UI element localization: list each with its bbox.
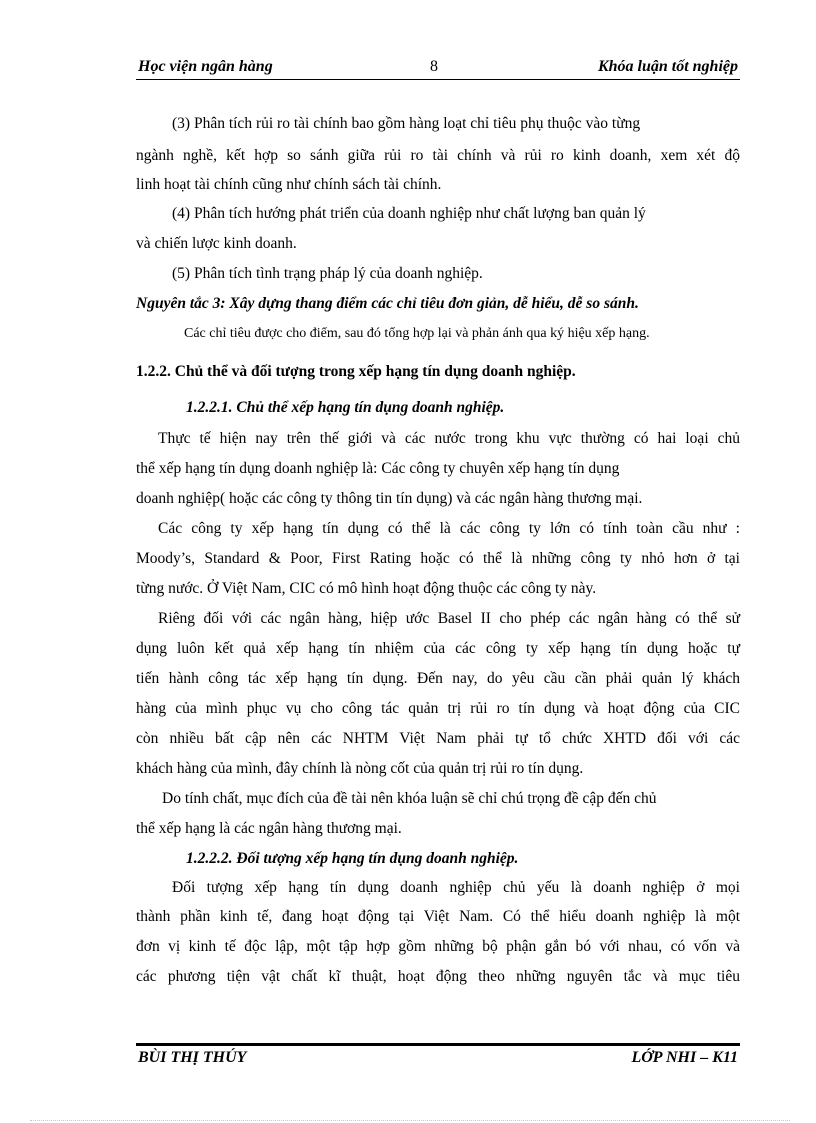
paragraph-4-line: (4) Phân tích hướng phát triển của doanh nghiệp như chất lượng ban quản lý (172, 205, 646, 222)
page-number: 8 (430, 58, 438, 75)
paragraph-line: tiến hành công tác xếp hạng tín dụng. Đến nay, do yêu cầu cần phải quản lý khách (136, 670, 740, 687)
paragraph-3-line: linh hoạt tài chính cũng như chính sách tài chính. (136, 176, 442, 193)
paragraph-3-line: ngành nghề, kết hợp so sánh giữa rủi ro tài chính và rủi ro kinh doanh, xem xét độ (136, 147, 740, 164)
paragraph-line: doanh nghiệp( hoặc các công ty thông tin tín dụng) và các ngân hàng thương mại. (136, 490, 643, 507)
footer-rule (136, 1043, 740, 1046)
subsection-heading-1-2-2-2: 1.2.2.2. Đối tượng xếp hạng tín dụng doanh nghiệp. (186, 850, 519, 867)
paragraph-line: Moody’s, Standard & Poor, First Rating hoặc có thể là những công ty nhỏ hơn ở tại (136, 550, 740, 567)
footer-author: BÙI THỊ THÚY (138, 1049, 247, 1066)
header-rule (136, 79, 740, 80)
paragraph-line: Các công ty xếp hạng tín dụng có thể là các công ty lớn có tính toàn cầu như : (158, 520, 740, 537)
paragraph-line: Thực tế hiện nay trên thế giới và các nước trong khu vực thường có hai loại chủ (158, 430, 740, 447)
paragraph-line: khách hàng của mình, đây chính là nòng cốt của quản trị rủi ro tín dụng. (136, 760, 584, 777)
paragraph-line: hàng của mình phục vụ cho công tác quản trị rủi ro tín dụng và hoạt động của CIC (136, 700, 740, 717)
paragraph-line: đơn vị kinh tế độc lập, một tập hợp gồm những bộ phận gắn bó với nhau, có vốn và (136, 938, 740, 955)
paragraph-line: Đối tượng xếp hạng tín dụng doanh nghiệp chủ yếu là doanh nghiệp ở mọi (172, 879, 740, 896)
principle-3-heading: Nguyên tắc 3: Xây dựng thang điểm các chỉ tiêu đơn giản, dễ hiểu, dễ so sánh. (136, 295, 639, 312)
paragraph-line: còn nhiều bất cập nên các NHTM Việt Nam phải tự tổ chức XHTD đối với các (136, 730, 740, 747)
paragraph-line: thể xếp hạng là các ngân hàng thương mại. (136, 820, 402, 837)
subsection-heading-1-2-2-1: 1.2.2.1. Chủ thể xếp hạng tín dụng doanh nghiệp. (186, 399, 505, 416)
page-footer (136, 1049, 740, 1071)
header-institution: Học viện ngân hàng (138, 58, 273, 75)
paragraph-4-line: và chiến lược kinh doanh. (136, 235, 297, 252)
page-header (136, 56, 740, 78)
paragraph-line: thể xếp hạng tín dụng doanh nghiệp là: Các công ty chuyên xếp hạng tín dụng (136, 460, 620, 477)
paragraph-line: dụng luôn kết quả xếp hạng tín nhiệm của các công ty xếp hạng tín dụng hoặc tự (136, 640, 740, 657)
header-document-type: Khóa luận tốt nghiệp (597, 58, 738, 75)
paragraph-5-line: (5) Phân tích tình trạng pháp lý của doanh nghiệp. (172, 265, 483, 282)
paragraph-line: Do tính chất, mục đích của đề tài nên khóa luận sẽ chỉ chú trọng đề cập đến chủ (162, 790, 657, 807)
paragraph-line: các phương tiện vật chất kĩ thuật, hoạt động theo những nguyên tắc và mục tiêu (136, 968, 740, 985)
paragraph-line: Riêng đối với các ngân hàng, hiệp ước Basel II cho phép các ngân hàng có thể sử (158, 610, 740, 627)
paragraph-3-line: (3) Phân tích rủi ro tài chính bao gồm hàng loạt chỉ tiêu phụ thuộc vào từng (172, 115, 641, 132)
page-break-line (30, 1120, 790, 1121)
paragraph-line: thành phần kinh tế, đang hoạt động tại Việt Nam. Có thể hiểu doanh nghiệp là một (136, 908, 740, 925)
footer-class: LỚP NHI – K11 (631, 1049, 738, 1066)
paragraph-line: từng nước. Ở Việt Nam, CIC có mô hình hoạt động thuộc các công ty này. (136, 580, 597, 597)
section-heading-1-2-2: 1.2.2. Chủ thể và đối tượng trong xếp hạng tín dụng doanh nghiệp. (136, 363, 576, 380)
principle-3-text: Các chỉ tiêu được cho điểm, sau đó tổng hợp lại và phản ánh qua ký hiệu xếp hạng. (184, 326, 650, 341)
